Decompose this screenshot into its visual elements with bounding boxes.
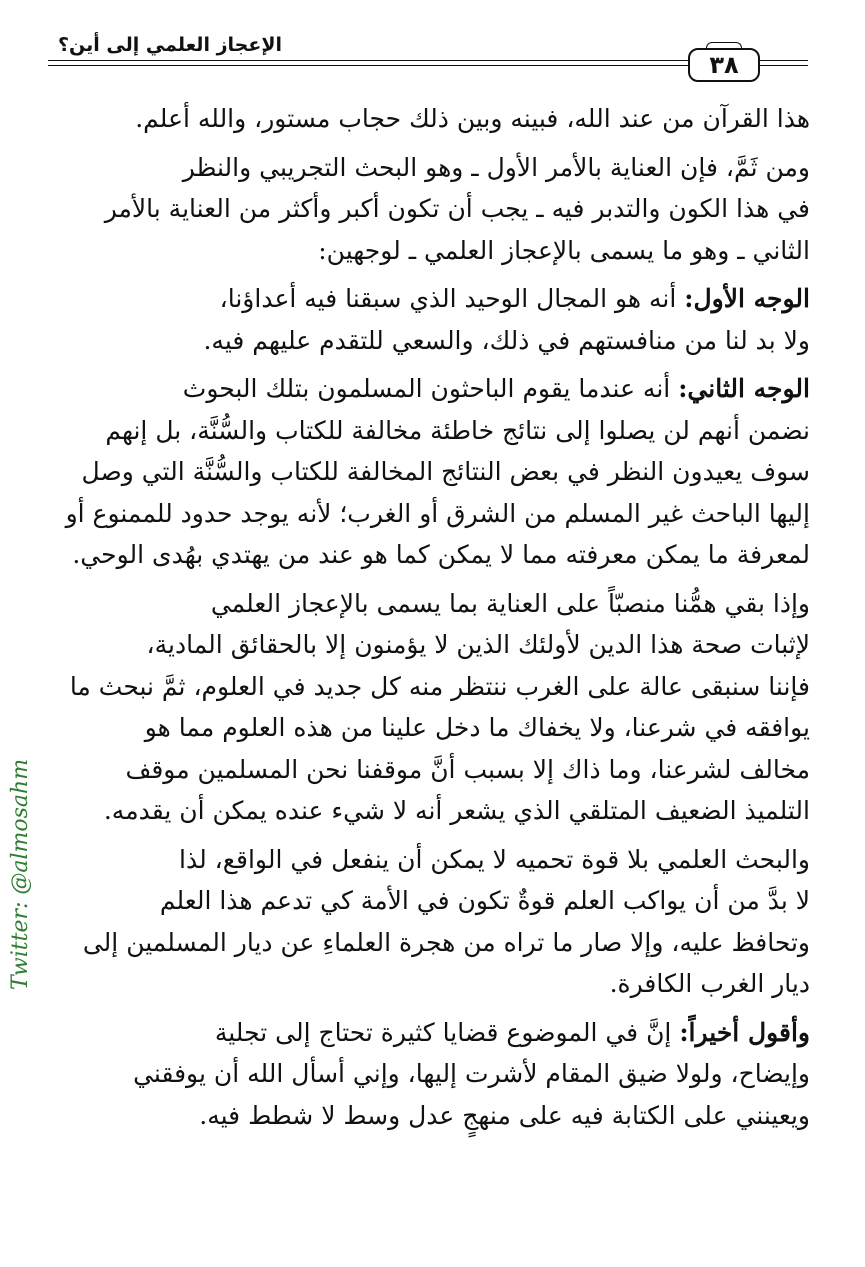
text-line: في هذا الكون والتدبر فيه ـ يجب أن تكون أكبر وأكثر من العناية بالأمر <box>104 194 810 223</box>
page-number: ٣٨ <box>688 48 760 82</box>
text-line: الثاني ـ وهو ما يسمى بالإعجاز العلمي ـ لوجهين: <box>318 235 810 265</box>
text-line: فإننا سنبقى عالة على الغرب ننتظر منه كل جديد في العلوم، ثمَّ نبحث ما <box>69 671 810 701</box>
lead-phrase: الوجه الأول: <box>684 284 810 313</box>
text-line: وإذا بقي همُّنا منصبّاً على العناية بما يسمى بالإعجاز العلمي <box>210 588 810 618</box>
text-line: التلميذ الضعيف المتلقي الذي يشعر أنه لا شيء عنده يمكن أن يقدمه. <box>103 796 810 825</box>
page-header <box>48 34 808 79</box>
text-line-rest: إنَّ في الموضوع قضايا كثيرة تحتاج إلى تجلية <box>214 1017 672 1047</box>
watermark-text: Twitter: @almosahm <box>8 758 33 990</box>
text-line <box>62 368 810 410</box>
text-line: ويعينني على الكتابة فيه على منهجٍ عدل وسط لا شطط فيه. <box>199 1100 810 1130</box>
text-line: نضمن أنهم لن يصلوا إلى نتائج خاطئة مخالفة للكتاب والسُّنَّة، بل إنهم <box>105 415 810 445</box>
text-line: لا بدَّ من أن يواكب العلم قوةٌ تكون في الأمة كي تدعم هذا العلم <box>159 886 810 915</box>
text-line: لإثبات صحة هذا الدين لأولئك الذين لا يؤمنون إلا بالحقائق المادية، <box>146 630 810 659</box>
text-line: هذا القرآن من عند الله، فبينه وبين ذلك حجاب مستور، والله أعلم. <box>135 104 810 133</box>
paragraph-5 <box>62 583 810 832</box>
paragraph-1 <box>62 98 810 140</box>
paragraph-2 <box>62 147 810 272</box>
text-line <box>62 278 810 320</box>
text-line: يوافقه في شرعنا، ولا يخفاك ما دخل علينا من هذه العلوم مما هو <box>144 713 810 742</box>
text-line-rest: أنه عندما يقوم الباحثون المسلمون بتلك البحوث <box>182 374 671 403</box>
text-line: سوف يعيدون النظر في بعض النتائج المخالفة للكتاب والسُّنَّة التي وصل <box>81 457 810 486</box>
paragraph-7 <box>62 1012 810 1137</box>
lead-phrase: الوجه الثاني: <box>678 374 810 403</box>
paragraph-4 <box>62 368 810 576</box>
text-line: ومن ثَمَّ، فإن العناية بالأمر الأول ـ وهو البحث التجريبي والنظر <box>182 152 810 182</box>
text-line: ديار الغرب الكافرة. <box>609 969 810 998</box>
text-line-rest: أنه هو المجال الوحيد الذي سبقنا فيه أعداؤنا، <box>219 284 677 313</box>
running-title: الإعجاز العلمي إلى أين؟ <box>58 34 282 56</box>
text-line: وتحافظ عليه، وإلا صار ما تراه من هجرة العلماءِ عن ديار المسلمين إلى <box>82 927 810 957</box>
lead-phrase: وأقول أخيراً: <box>679 1017 810 1047</box>
text-line: مخالف لشرعنا، وما ذاك إلا بسبب أنَّ موقفنا نحن المسلمين موقف <box>125 754 810 784</box>
text-line: وإيضاح، ولولا ضيق المقام لأشرت إليها، وإني أسأل الله أن يوفقني <box>133 1059 810 1088</box>
text-line: ولا بد لنا من منافستهم في ذلك، والسعي للتقدم عليهم فيه. <box>203 325 810 355</box>
text-line: لمعرفة ما يمكن معرفته مما لا يمكن كما هو عند من يهتدي بهُدى الوحي. <box>72 540 810 569</box>
paragraph-3 <box>62 278 810 361</box>
text-line <box>62 1012 810 1054</box>
page-body <box>62 98 810 1143</box>
paragraph-6 <box>62 839 810 1005</box>
text-line: والبحث العلمي بلا قوة تحميه لا يمكن أن ينفعل في الواقع، لذا <box>179 844 810 874</box>
text-line: إليها الباحث غير المسلم من الشرق أو الغرب؛ لأنه يوجد حدود للممنوع أو <box>65 498 810 528</box>
